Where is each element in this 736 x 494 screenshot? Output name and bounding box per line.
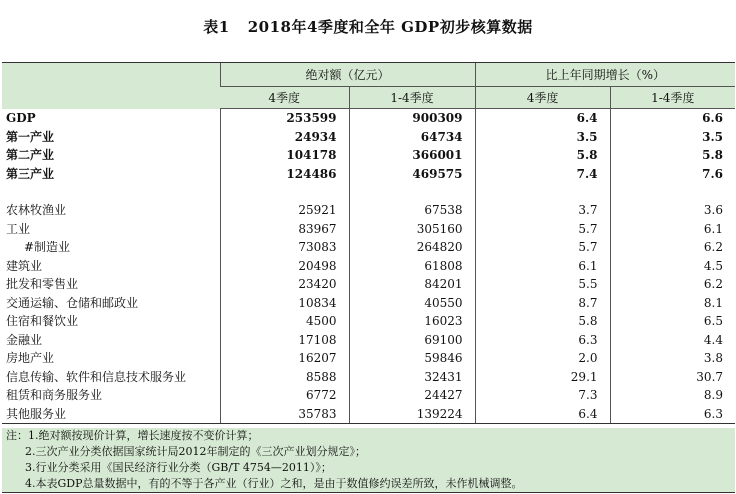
cell-value: 7.4 [475, 165, 610, 184]
cell-value: 124486 [220, 165, 349, 184]
header-q4-value: 4季度 [220, 87, 349, 109]
cell-value: 17108 [220, 331, 349, 350]
header-absolute-value: 绝对额（亿元） [220, 63, 475, 87]
cell-value: 5.8 [610, 146, 735, 165]
cell-value: 3.7 [475, 201, 610, 220]
row-label: 其他服务业 [6, 406, 67, 421]
row-label: 信息传输、软件和信息技术服务业 [6, 369, 187, 384]
table-row [2, 331, 735, 350]
table-notes [2, 428, 735, 493]
cell-value: 5.7 [475, 220, 610, 239]
table-row [2, 368, 735, 387]
cell-value: 83967 [220, 220, 349, 239]
cell-value: 3.5 [475, 128, 610, 147]
table-row [2, 405, 735, 424]
cell-value: 6.1 [475, 257, 610, 276]
cell-value: 6.3 [475, 331, 610, 350]
row-label: 住宿和餐饮业 [6, 314, 79, 329]
cell-value: 6.4 [475, 405, 610, 424]
cell-value: 900309 [349, 109, 475, 128]
note-line: 注：1.绝对额按现价计算，增长速度按不变价计算； [6, 429, 259, 442]
cell-value: 253599 [220, 109, 349, 128]
cell-value: 6.3 [610, 405, 735, 424]
table-row [2, 146, 735, 165]
cell-value: 69100 [349, 331, 475, 350]
cell-value: 29.1 [475, 368, 610, 387]
table-row [2, 201, 735, 220]
row-label: #制造业 [24, 240, 71, 255]
cell-value: 6.4 [475, 109, 610, 128]
row-label: GDP [6, 111, 36, 125]
cell-value: 67538 [349, 201, 475, 220]
row-label: 建筑业 [6, 258, 43, 273]
cell-value: 4.4 [610, 331, 735, 350]
table-row [2, 109, 735, 128]
row-label: 租赁和商务服务业 [6, 388, 103, 403]
cell-value: 3.8 [610, 349, 735, 368]
note-line: 2.三次产业分类依据国家统计局2012年制定的《三次产业划分规定》； [25, 445, 366, 458]
table-number: 表1 [203, 18, 230, 36]
cell-value: 139224 [349, 405, 475, 424]
cell-value: 3.5 [610, 128, 735, 147]
cell-value: 7.6 [610, 165, 735, 184]
cell-value: 24934 [220, 128, 349, 147]
cell-value: 5.7 [475, 238, 610, 257]
row-label: 第一产业 [6, 129, 55, 144]
row-label: 第二产业 [6, 148, 55, 163]
header-q1-4-growth: 1-4季度 [610, 87, 735, 109]
cell-value: 6772 [220, 386, 349, 405]
table-row [2, 349, 735, 368]
cell-value: 3.6 [610, 201, 735, 220]
table-row [2, 238, 735, 257]
note-line: 3.行业分类采用《国民经济行业分类（GB/T 4754—2011）》； [25, 461, 332, 474]
cell-value: 30.7 [610, 368, 735, 387]
row-label: 金融业 [6, 332, 43, 347]
cell-value: 305160 [349, 220, 475, 239]
cell-value: 6.2 [610, 275, 735, 294]
cell-value: 6.5 [610, 312, 735, 331]
row-label: 工业 [6, 221, 31, 236]
row-label: 房地产业 [6, 351, 55, 366]
cell-value: 6.6 [610, 109, 735, 128]
table-row [2, 128, 735, 147]
cell-value: 4500 [220, 312, 349, 331]
cell-value: 4.5 [610, 257, 735, 276]
cell-value: 35783 [220, 405, 349, 424]
header-q1-4-value: 1-4季度 [349, 87, 475, 109]
cell-value: 264820 [349, 238, 475, 257]
cell-value: 20498 [220, 257, 349, 276]
row-label: 交通运输、仓储和邮政业 [6, 295, 139, 310]
cell-value: 23420 [220, 275, 349, 294]
table-row [2, 294, 735, 313]
cell-value: 64734 [349, 128, 475, 147]
cell-value: 73083 [220, 238, 349, 257]
cell-value: 10834 [220, 294, 349, 313]
cell-value: 59846 [349, 349, 475, 368]
table-row [2, 275, 735, 294]
table-row [2, 165, 735, 184]
table-row [2, 386, 735, 405]
cell-value: 5.8 [475, 312, 610, 331]
header-corner [2, 63, 220, 109]
cell-value: 469575 [349, 165, 475, 184]
cell-value: 16023 [349, 312, 475, 331]
row-label: 第三产业 [6, 166, 55, 181]
cell-value: 25921 [220, 201, 349, 220]
cell-value: 8.9 [610, 386, 735, 405]
cell-value: 104178 [220, 146, 349, 165]
cell-value: 84201 [349, 275, 475, 294]
cell-value: 8.7 [475, 294, 610, 313]
table-row [2, 220, 735, 239]
table-title-text: 2018年4季度和全年 GDP初步核算数据 [247, 18, 533, 36]
table-title [0, 16, 736, 37]
cell-value: 40550 [349, 294, 475, 313]
cell-value: 16207 [220, 349, 349, 368]
header-q4-growth: 4季度 [475, 87, 610, 109]
row-label: 批发和零售业 [6, 277, 79, 292]
cell-value: 7.3 [475, 386, 610, 405]
cell-value: 366001 [349, 146, 475, 165]
row-label: 农林牧渔业 [6, 203, 67, 218]
cell-value: 8.1 [610, 294, 735, 313]
table-row [2, 257, 735, 276]
cell-value: 6.2 [610, 238, 735, 257]
gdp-table [2, 62, 735, 424]
table-row [2, 312, 735, 331]
note-line: 4.本表GDP总量数据中，有的不等于各产业（行业）之和，是由于数值修约误差所致，未作机械调整。 [25, 477, 523, 490]
header-growth-rate: 比上年同期增长（%） [475, 63, 735, 87]
cell-value: 24427 [349, 386, 475, 405]
cell-value: 61808 [349, 257, 475, 276]
cell-value: 32431 [349, 368, 475, 387]
table-spacer-row [2, 183, 735, 201]
cell-value: 5.5 [475, 275, 610, 294]
cell-value: 2.0 [475, 349, 610, 368]
cell-value: 6.1 [610, 220, 735, 239]
cell-value: 5.8 [475, 146, 610, 165]
cell-value: 8588 [220, 368, 349, 387]
